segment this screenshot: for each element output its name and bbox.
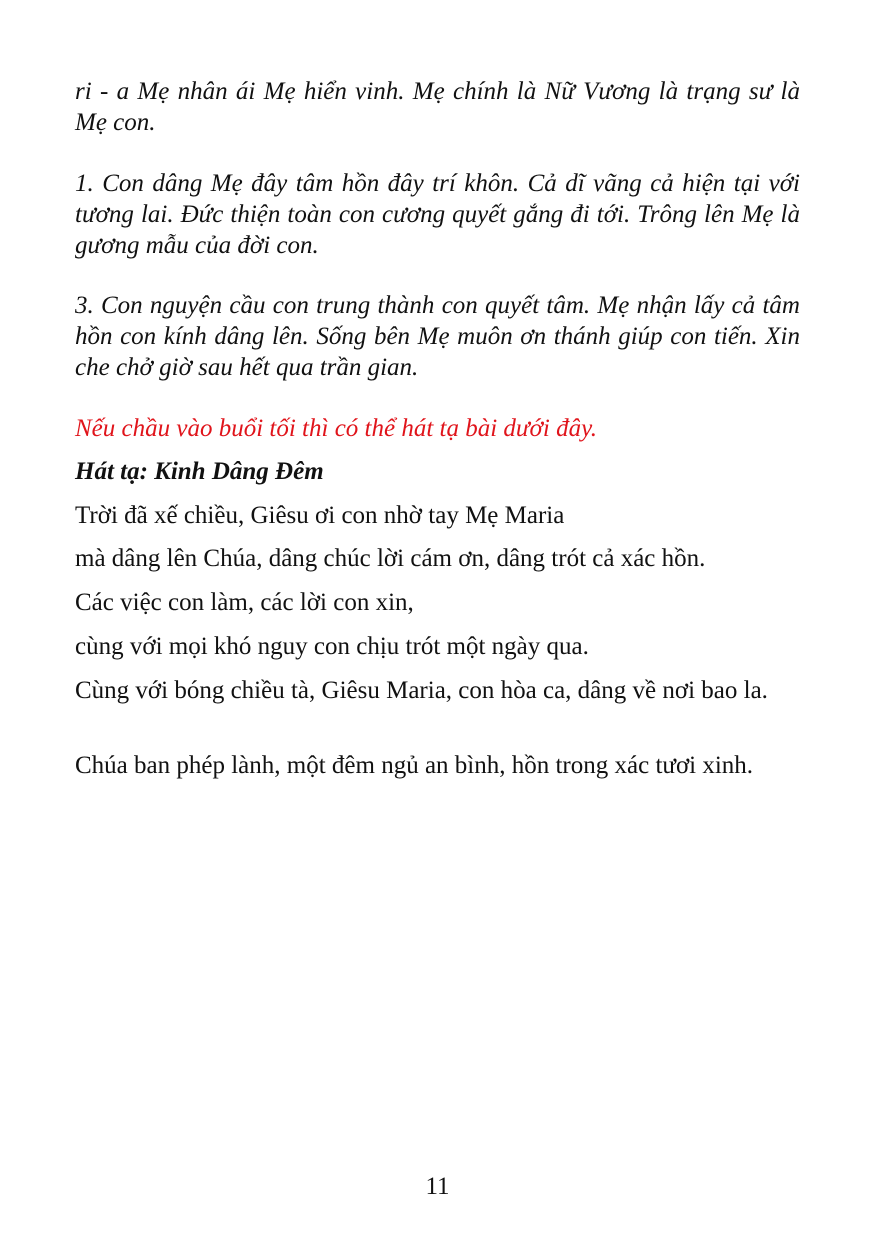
lyric-line: mà dâng lên Chúa, dâng chúc lời cám ơn, dâng trót cả xác hồn. xyxy=(75,545,706,572)
lyric-line: Các việc con làm, các lời con xin, xyxy=(75,589,414,616)
page-number: 11 xyxy=(425,1173,450,1200)
lyric-line: cùng với mọi khó nguy con chịu trót một ngày qua. xyxy=(75,633,589,660)
lyric-line: Trời đã xế chiều, Giêsu ơi con nhờ tay Mẹ Maria xyxy=(75,502,565,529)
lyric-line: Cùng với bóng chiều tà, Giêsu Maria, con hòa ca, dâng về nơi bao la. xyxy=(75,677,768,704)
song-title: Hát tạ: Kinh Dâng Đêm xyxy=(75,458,324,485)
instruction-text: Nếu chầu vào buổi tối thì có thể hát tạ bài dưới đây. xyxy=(75,415,598,442)
lyric-line: Chúa ban phép lành, một đêm ngủ an bình, hồn trong xác tươi xinh. xyxy=(75,752,754,779)
paragraph-refrain: ri - a Mẹ nhân ái Mẹ hiển vinh. Mẹ chính là Nữ Vương là trạng sư là Mẹ con. xyxy=(75,78,800,136)
paragraph-verse-3: 3. Con nguyện cầu con trung thành con quyết tâm. Mẹ nhận lấy cả tâm hồn con kính dâng lên. Sống bên Mẹ muôn ơn thánh giúp con tiến. Xin che chở giờ sau hết qua trần gian. xyxy=(75,292,800,381)
paragraph-verse-1: 1. Con dâng Mẹ đây tâm hồn đây trí khôn. Cả dĩ vãng cả hiện tại với tương lai. Đức thiện toàn con cương quyết gắng đi tới. Trông lên Mẹ là gương mẫu của đời con. xyxy=(75,170,800,259)
